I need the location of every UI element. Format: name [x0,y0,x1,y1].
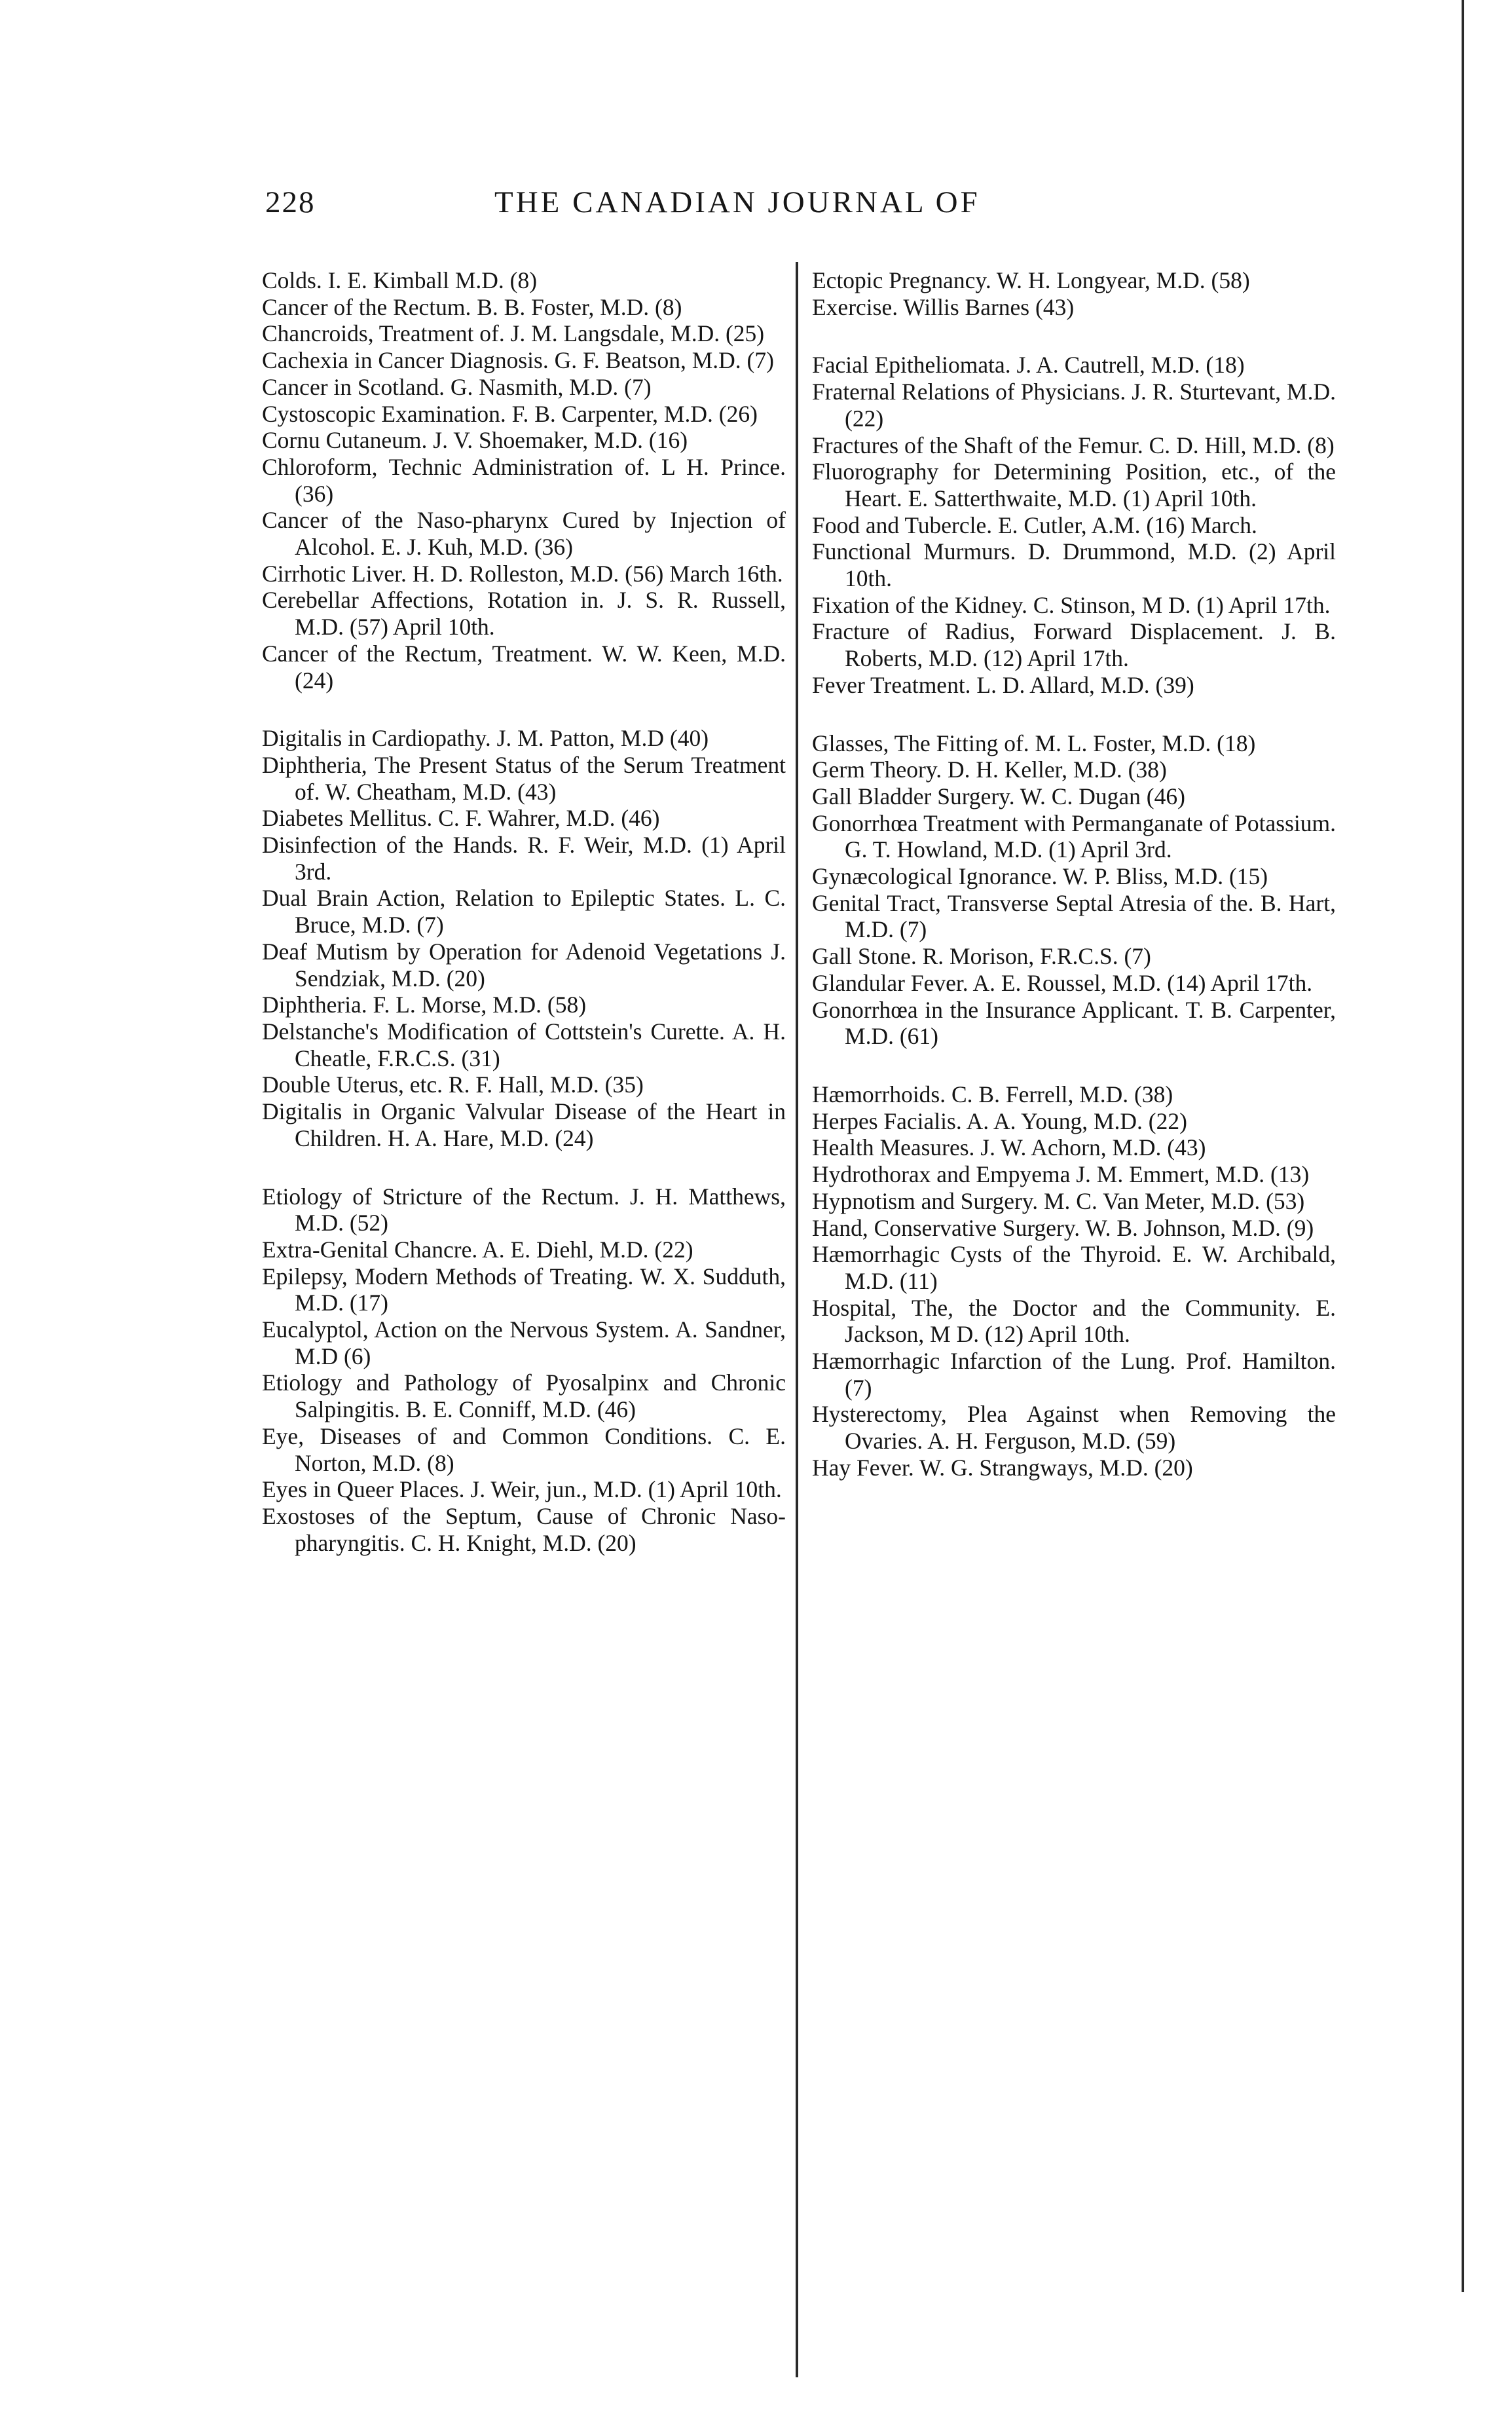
index-entry: Functional Murmurs. D. Drummond, M.D. (2) April 10th. [812,538,1336,592]
index-letter-group [812,1081,1336,1481]
index-column-left [262,267,786,1556]
index-entry: Digitalis in Organic Valvular Disease of the Heart in Children. H. A. Hare, M.D. (24) [262,1098,786,1151]
index-entry: Fractures of the Shaft of the Femur. C. D. Hill, M.D. (8) [812,432,1335,458]
index-entry: Facial Epitheliomata. J. A. Cautrell, M.D. (18) [812,352,1245,379]
index-entry: Cirrhotic Liver. H. D. Rolleston, M.D. (56) March 16th. [262,560,783,587]
index-entry: Health Measures. J. W. Achorn, M.D. (43) [812,1134,1206,1161]
page-header [265,185,1116,231]
index-entry: Diphtheria, The Present Status of the Serum Treatment of. W. Cheatham, M.D. (43) [262,751,786,805]
index-column-right [812,267,1336,1481]
index-entry: Herpes Facialis. A. A. Young, M.D. (22) [812,1107,1187,1134]
index-entry: Cancer of the Rectum. B. B. Foster, M.D. (8) [262,293,682,320]
running-title: THE CANADIAN JOURNAL OF [494,185,980,219]
index-entry: Gonorrhœa in the Insurance Applicant. T. B. Carpenter, M.D. (61) [812,996,1336,1050]
index-entry: Hay Fever. W. G. Strangways, M.D. (20) [812,1454,1193,1481]
index-entry: Hydrothorax and Empyema J. M. Emmert, M.D. (13) [812,1161,1310,1188]
index-letter-group [262,1183,786,1557]
index-entry: Cancer of the Naso-pharynx Cured by Injection of Alcohol. E. J. Kuh, M.D. (36) [262,507,786,561]
index-entry: Cancer of the Rectum, Treatment. W. W. Keen, M.D. (24) [262,640,786,694]
index-entry: Fluorography for Determining Position, etc., of the Heart. E. Satterthwaite, M.D. (1) April 10th. [812,458,1336,511]
index-letter-group [812,267,1336,320]
index-entry: Hypnotism and Surgery. M. C. Van Meter, M.D. (53) [812,1187,1305,1214]
index-entry: Cornu Cutaneum. J. V. Shoemaker, M.D. (16) [262,427,688,454]
index-entry: Glasses, The Fitting of. M. L. Foster, M.D. (18) [812,730,1256,756]
index-entry: Gall Stone. R. Morison, F.R.C.S. (7) [812,943,1151,970]
index-entry: Cachexia in Cancer Diagnosis. G. F. Beatson, M.D. (7) [262,347,774,374]
page-number: 228 [265,185,316,219]
index-entry: Ectopic Pregnancy. W. H. Longyear, M.D. (58) [812,267,1250,293]
index-entry: Deaf Mutism by Operation for Adenoid Vegetations J. Sendziak, M.D. (20) [262,938,786,992]
index-entry: Hospital, The, the Doctor and the Community. E. Jackson, M D. (12) April 10th. [812,1294,1336,1348]
index-entry: Dual Brain Action, Relation to Epileptic States. L. C. Bruce, M.D. (7) [262,885,786,938]
index-entry: Fixation of the Kidney. C. Stinson, M D. (1) April 17th. [812,591,1331,618]
index-entry: Epilepsy, Modern Methods of Treating. W. X. Sudduth, M.D. (17) [262,1263,786,1316]
index-entry: Gall Bladder Surgery. W. C. Dugan (46) [812,783,1185,809]
group-separator [262,694,786,725]
index-entry: Etiology and Pathology of Pyosalpinx and Chronic Salpingitis. B. E. Conniff, M.D. (46) [262,1369,786,1423]
index-entry: Gonorrhœa Treatment with Permanganate of Potassium. G. T. Howland, M.D. (1) April 3rd. [812,809,1336,863]
page-edge-line [1462,0,1464,2292]
index-letter-group [812,730,1336,1050]
index-entry: Delstanche's Modification of Cottstein's Curette. A. H. Cheatle, F.R.C.S. (31) [262,1018,786,1071]
index-entry: Germ Theory. D. H. Keller, M.D. (38) [812,756,1167,783]
index-entry: Genital Tract, Transverse Septal Atresia of the. B. Hart, M.D. (7) [812,889,1336,943]
index-entry: Exercise. Willis Barnes (43) [812,293,1075,320]
index-entry: Eucalyptol, Action on the Nervous System. A. Sandner, M.D (6) [262,1316,786,1369]
index-entry: Glandular Fever. A. E. Roussel, M.D. (14) April 17th. [812,969,1313,996]
index-entry: Disinfection of the Hands. R. F. Weir, M.D. (1) April 3rd. [262,832,786,885]
group-separator [262,1152,786,1183]
index-entry: Cystoscopic Examination. F. B. Carpenter, M.D. (26) [262,400,758,427]
index-letter-group [262,725,786,1151]
group-separator [812,1050,1336,1081]
index-entry: Double Uterus, etc. R. F. Hall, M.D. (35) [262,1071,644,1098]
index-entry: Hand, Conservative Surgery. W. B. Johnson, M.D. (9) [812,1214,1314,1241]
index-entry: Gynæcological Ignorance. W. P. Bliss, M.D. (15) [812,863,1268,890]
index-entry: Extra-Genital Chancre. A. E. Diehl, M.D. (22) [262,1236,693,1263]
index-entry: Chancroids, Treatment of. J. M. Langsdale, M.D. (25) [262,320,765,347]
index-letter-group [262,267,786,694]
index-entry: Cerebellar Affections, Rotation in. J. S. R. Russell, M.D. (57) April 10th. [262,587,786,641]
index-entry: Hysterectomy, Plea Against when Removing the Ovaries. A. H. Ferguson, M.D. (59) [812,1401,1336,1455]
index-entry: Cancer in Scotland. G. Nasmith, M.D. (7) [262,373,652,400]
group-separator [812,699,1336,730]
index-entry: Hæmorrhoids. C. B. Ferrell, M.D. (38) [812,1081,1173,1107]
index-entry: Hæmorrhagic Infarction of the Lung. Prof. Hamilton. (7) [812,1348,1336,1401]
index-entry: Diphtheria. F. L. Morse, M.D. (58) [262,992,587,1018]
index-entry: Exostoses of the Septum, Cause of Chronic Naso-pharyngitis. C. H. Knight, M.D. (20) [262,1502,786,1556]
index-entry: Food and Tubercle. E. Cutler, A.M. (16) March. [812,511,1257,538]
group-separator [812,320,1336,352]
index-entry: Colds. I. E. Kimball M.D. (8) [262,267,538,293]
index-entry: Fracture of Radius, Forward Displacement. J. B. Roberts, M.D. (12) April 17th. [812,618,1336,672]
index-entry: Hæmorrhagic Cysts of the Thyroid. E. W. Archibald, M.D. (11) [812,1241,1336,1294]
index-entry: Eye, Diseases of and Common Conditions. C. E. Norton, M.D. (8) [262,1422,786,1476]
index-entry: Fever Treatment. L. D. Allard, M.D. (39) [812,671,1194,698]
index-entry: Chloroform, Technic Administration of. L H. Prince. (36) [262,453,786,507]
index-letter-group [812,352,1336,698]
index-entry: Diabetes Mellitus. C. F. Wahrer, M.D. (46) [262,805,660,832]
index-entry: Fraternal Relations of Physicians. J. R. Sturtevant, M.D. (22) [812,379,1336,432]
index-entry: Etiology of Stricture of the Rectum. J. H. Matthews, M.D. (52) [262,1183,786,1236]
column-divider [796,262,798,2377]
index-entry: Eyes in Queer Places. J. Weir, jun., M.D. (1) April 10th. [262,1476,782,1503]
index-entry: Digitalis in Cardiopathy. J. M. Patton, M.D (40) [262,725,709,752]
